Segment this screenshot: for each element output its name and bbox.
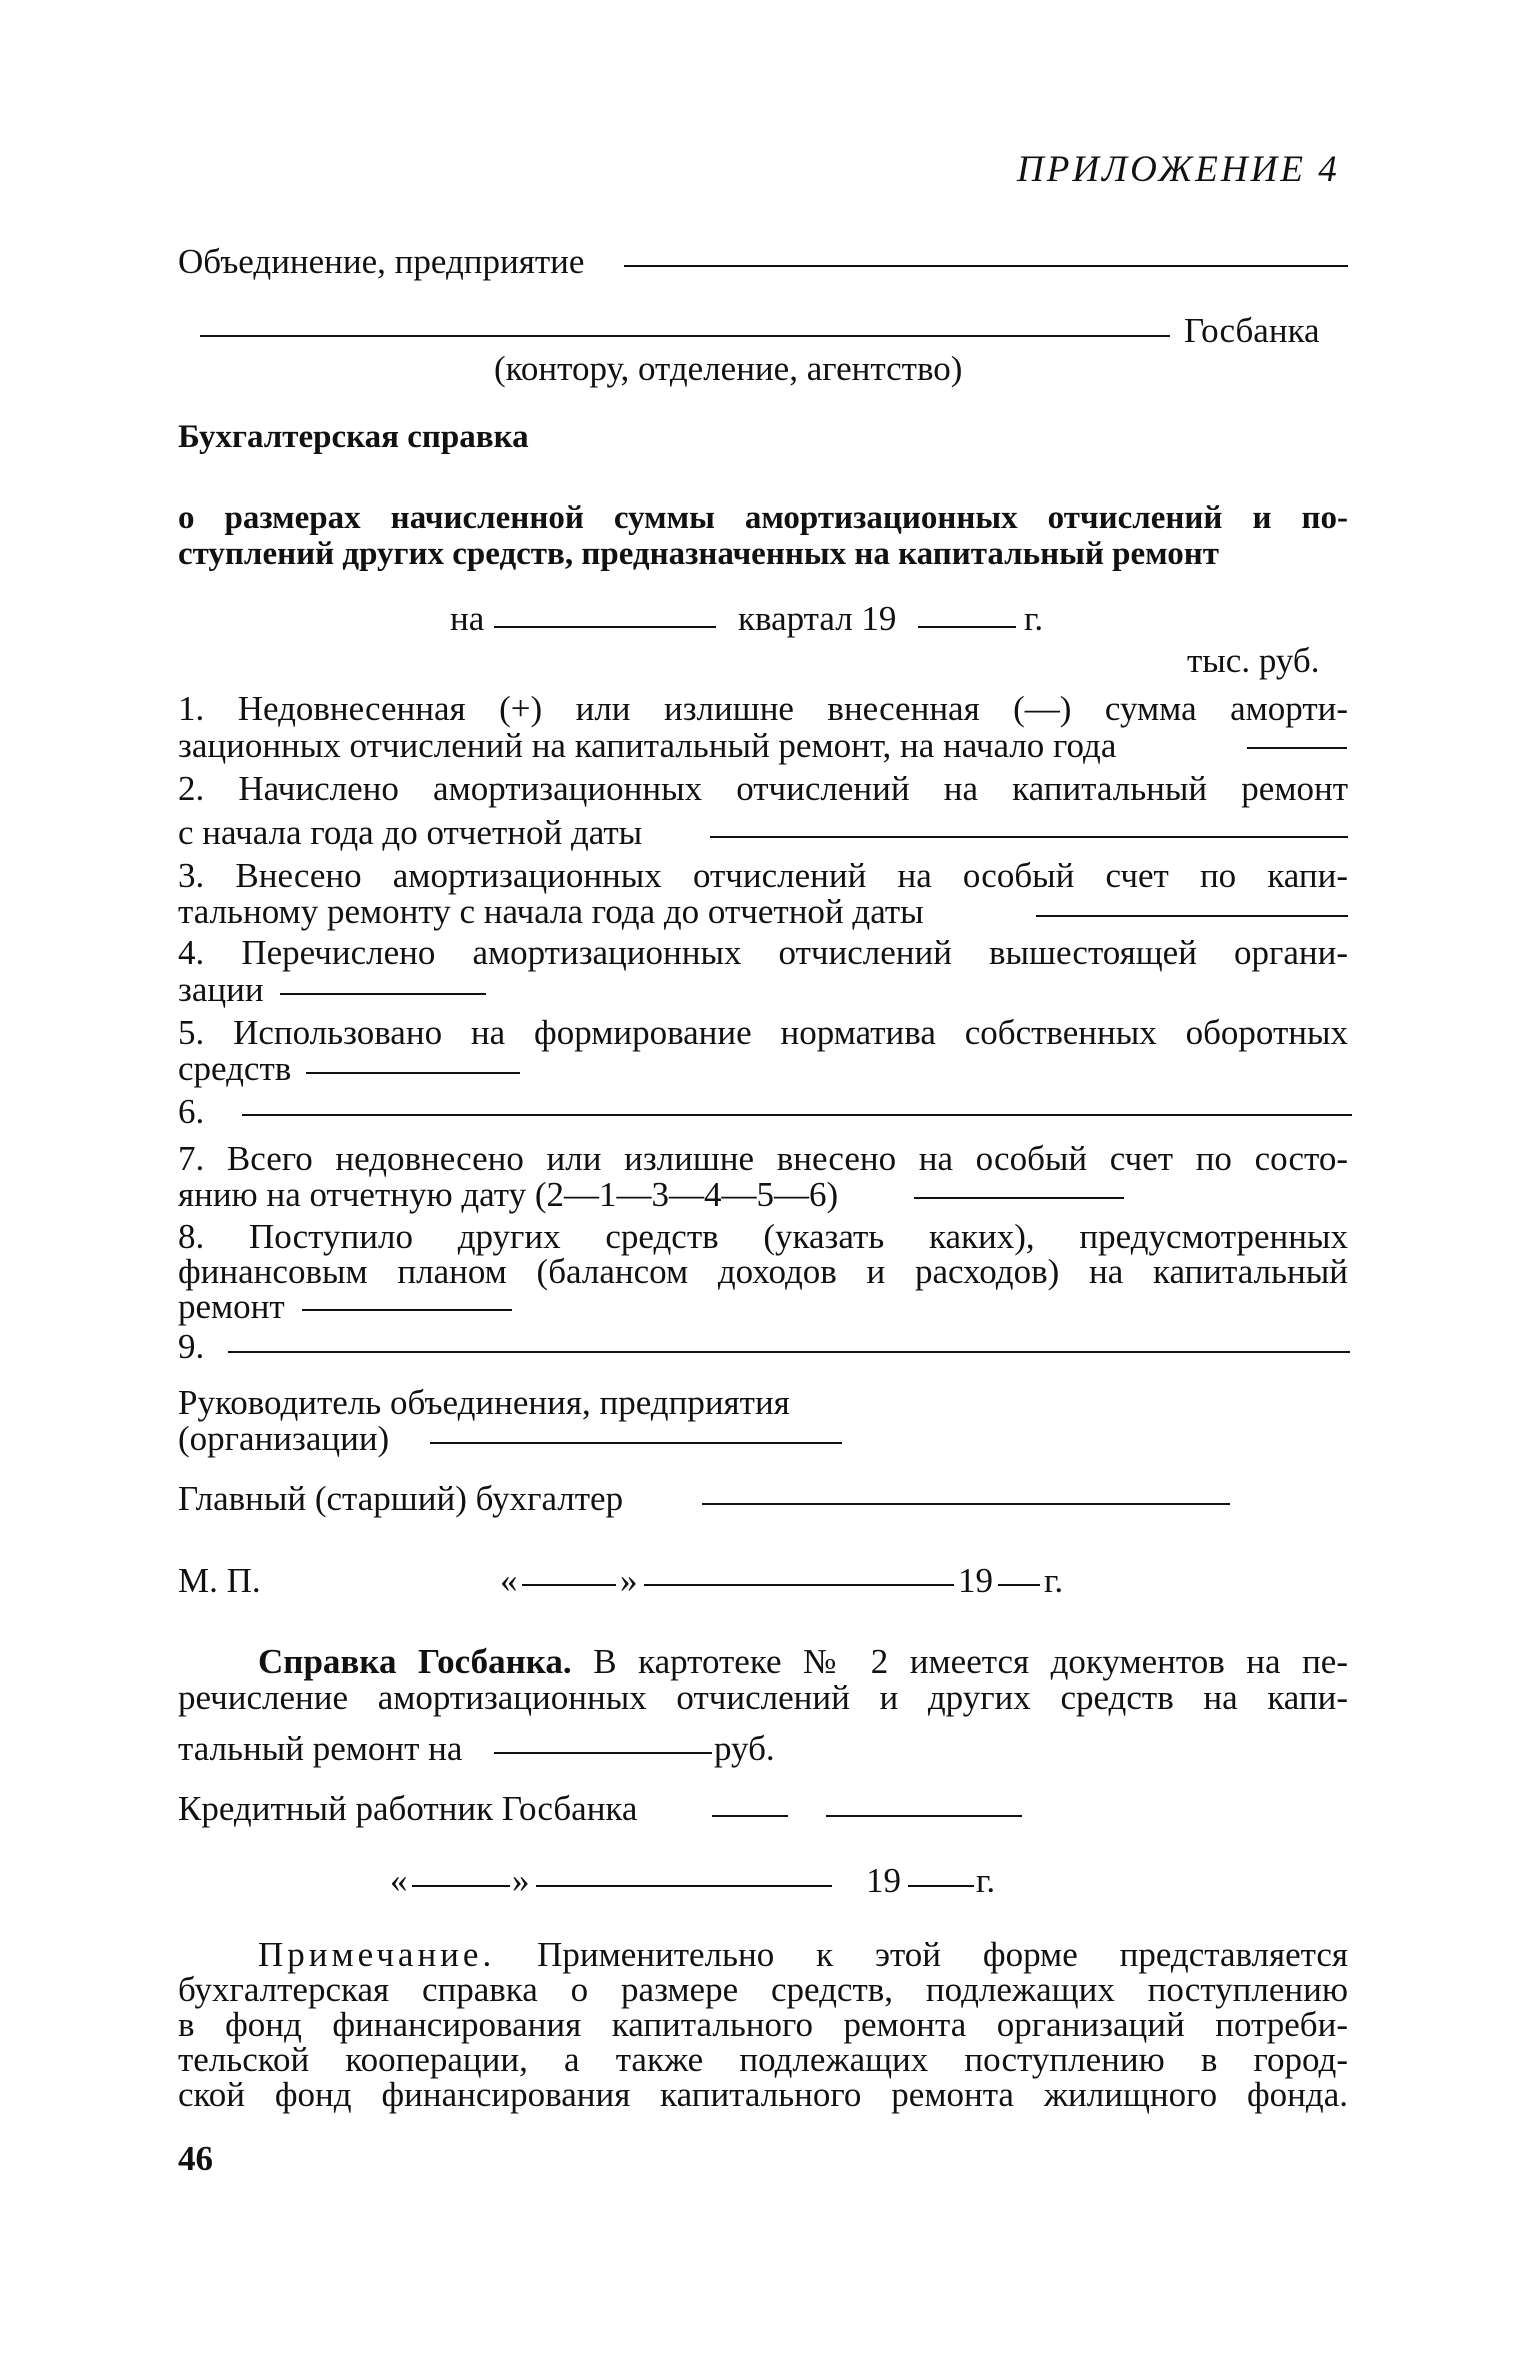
- date-quote-close: »: [620, 1561, 638, 1600]
- doc-title: Бухгалтерская справка: [178, 419, 529, 455]
- item-8a: 8. Поступило других средств (указать каких), предусмотренных: [178, 1217, 1348, 1256]
- item-6: 6.: [178, 1092, 205, 1131]
- date-g: г.: [1044, 1561, 1064, 1600]
- date-year-19: 19: [958, 1561, 993, 1600]
- bank-note-amount-line: [494, 1752, 712, 1754]
- date-day-line: [522, 1584, 616, 1586]
- doc-subtitle-1: о размерах начисленной суммы амортизационных отчислений и по-: [178, 500, 1348, 536]
- note-line-4: тельской кооперации, а также подлежащих поступлению в город-: [178, 2040, 1348, 2079]
- chief-accountant-line: [702, 1503, 1230, 1505]
- item-2a: 2. Начислено амортизационных отчислений на капитальный ремонт: [178, 769, 1348, 808]
- date-year-line: [998, 1584, 1040, 1586]
- note-line-3: в фонд финансирования капитального ремонта организаций потреби-: [178, 2005, 1348, 2044]
- gosbank-label: Госбанка: [1184, 311, 1320, 350]
- gosbank-sub: (контору, отделение, агентство): [494, 349, 963, 388]
- item-7-line: [914, 1197, 1124, 1199]
- item-5a: 5. Использовано на формирование норматива собственных оборотных: [178, 1013, 1348, 1052]
- bank-note-text-a: В картотеке № 2 имеется документов на пе-: [593, 1642, 1348, 1681]
- org-label: Объединение, предприятие: [178, 242, 585, 281]
- item-9-line: [228, 1351, 1350, 1353]
- period-kvartal: квартал 19: [738, 599, 897, 638]
- bank-date-quote-open: «: [390, 1861, 408, 1900]
- note-line-1: [258, 1936, 1348, 1974]
- doc-subtitle-2: ступлений других средств, предназначенных на капитальный ремонт: [178, 536, 1219, 572]
- note-label: Примечание.: [258, 1935, 496, 1974]
- org-line: [624, 265, 1348, 267]
- item-6-line: [242, 1114, 1352, 1116]
- bank-line: [200, 335, 1170, 337]
- bank-date-g: г.: [976, 1861, 996, 1900]
- note-line-5: ской фонд финансирования капитального ремонта жилищного фонда.: [178, 2075, 1348, 2114]
- item-4b: зации: [178, 970, 264, 1009]
- appendix-title: ПРИЛОЖЕНИЕ 4: [1017, 149, 1340, 190]
- item-5-line: [306, 1072, 520, 1074]
- bank-date-month-line: [536, 1885, 832, 1887]
- item-3b: тальному ремонту с начала года до отчетной даты: [178, 892, 924, 931]
- note-text-1: Применительно к этой форме представляется: [537, 1935, 1349, 1974]
- bank-date-year-line: [908, 1885, 974, 1887]
- units-label: тыс. руб.: [1187, 641, 1320, 680]
- bank-note-bold: Справка Госбанка.: [258, 1642, 572, 1681]
- period-line-1: [494, 626, 716, 628]
- bank-date-quote-close: »: [512, 1861, 530, 1900]
- item-8c: ремонт: [178, 1287, 285, 1326]
- date-month-line: [644, 1584, 954, 1586]
- item-4-line: [280, 993, 486, 995]
- item-7a: 7. Всего недовнесено или излишне внесено на особый счет по состо-: [178, 1139, 1348, 1178]
- credit-worker-label: Кредитный работник Госбанка: [178, 1789, 638, 1828]
- bank-note-line-a: [258, 1643, 1348, 1681]
- period-na: на: [450, 599, 485, 638]
- mp-label: М. П.: [178, 1561, 261, 1600]
- bank-note-rub: руб.: [714, 1729, 775, 1768]
- item-8-line: [302, 1309, 512, 1311]
- period-g: г.: [1024, 599, 1044, 638]
- item-7b: янию на отчетную дату (2—1—3—4—5—6): [178, 1175, 839, 1214]
- item-9: 9.: [178, 1327, 205, 1366]
- date-quote-open: «: [500, 1561, 518, 1600]
- bank-note-line-b: речисление амортизационных отчислений и других средств на капи-: [178, 1678, 1348, 1717]
- item-2b: с начала года до отчетной даты: [178, 813, 643, 852]
- bank-date-day-line: [412, 1885, 510, 1887]
- item-1a: 1. Недовнесенная (+) или излишне внесенная (—) сумма аморти-: [178, 689, 1348, 728]
- item-5b: средств: [178, 1049, 292, 1088]
- item-2-line: [710, 836, 1348, 838]
- head-label-b: (организации): [178, 1419, 390, 1458]
- item-1-line: [1247, 747, 1347, 749]
- head-label-a: Руководитель объединения, предприятия: [178, 1383, 790, 1422]
- item-4a: 4. Перечислено амортизационных отчислений вышестоящей органи-: [178, 933, 1348, 972]
- chief-accountant-label: Главный (старший) бухгалтер: [178, 1479, 624, 1518]
- item-3a: 3. Внесено амортизационных отчислений на особый счет по капи-: [178, 856, 1348, 895]
- note-line-2: бухгалтерская справка о размере средств, подлежащих поступлению: [178, 1970, 1348, 2009]
- bank-date-year-19: 19: [866, 1861, 901, 1900]
- period-line-2: [918, 626, 1016, 628]
- credit-worker-line-2: [826, 1815, 1022, 1817]
- page-number: 46: [178, 2139, 213, 2178]
- item-8b: финансовым планом (балансом доходов и расходов) на капитальный: [178, 1252, 1348, 1291]
- head-line: [430, 1442, 842, 1444]
- credit-worker-line-1: [712, 1815, 788, 1817]
- item-3-line: [1036, 915, 1348, 917]
- item-1b: зационных отчислений на капитальный ремонт, на начало года: [178, 726, 1117, 765]
- bank-note-line-c: тальный ремонт на: [178, 1729, 463, 1768]
